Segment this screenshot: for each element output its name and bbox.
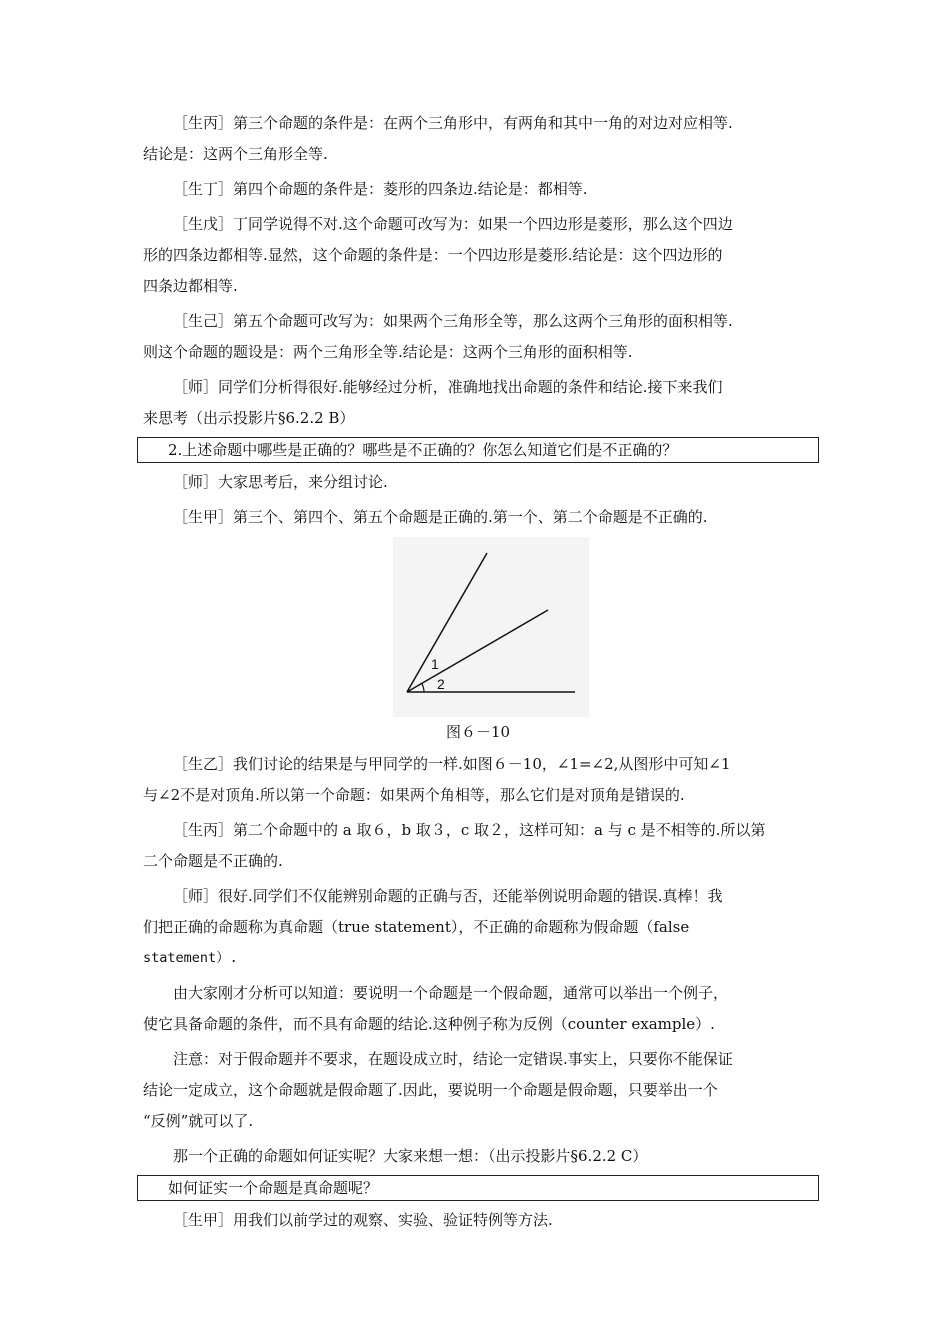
text-line: 结论是：这两个三角形全等.	[143, 145, 328, 163]
paragraph-sheng-yi	[143, 749, 813, 811]
figure-6-10	[143, 537, 813, 717]
text-line: 们把正确的命题称为真命题（true statement），不正确的命题称为假命题（false	[143, 918, 690, 936]
paragraph-sheng-jia-2: ［生甲］用我们以前学过的观察、实验、验证特例等方法.	[173, 1211, 553, 1229]
paragraph-sheng-wu	[143, 209, 813, 302]
text-line: statement）.	[143, 950, 238, 966]
text-line: 二个命题是不正确的.	[143, 852, 283, 870]
middle-ray	[407, 610, 548, 692]
paragraph-question	[143, 1141, 813, 1172]
text-line: “反例”就可以了.	[143, 1112, 254, 1130]
text-line: ［师］很好.同学们不仅能辨别命题的正确与否，还能举例说明命题的错误.真棒！我	[173, 887, 723, 905]
paragraph-sheng-bing-2	[143, 815, 813, 877]
angle-diagram-svg	[393, 537, 589, 717]
projection-box-b: 2.上述命题中哪些是正确的？哪些是不正确的？你怎么知道它们是不正确的？	[137, 437, 819, 463]
paragraph-teacher-1	[143, 372, 813, 434]
paragraph-sheng-ding	[143, 174, 813, 205]
angle-diagram	[393, 537, 589, 717]
paragraph-counter-example	[143, 978, 813, 1040]
paragraph-note	[143, 1044, 813, 1137]
text-line: 使它具备命题的条件，而不具有命题的结论.这种例子称为反例（counter example）.	[143, 1015, 715, 1033]
text-line: ［生戊］丁同学说得不对.这个命题可改写为：如果一个四边形是菱形，那么这个四边	[173, 215, 733, 233]
text-line: 注意：对于假命题并不要求，在题设成立时，结论一定错误.事实上，只要你不能保证	[173, 1050, 733, 1068]
text-line: ［生丁］第四个命题的条件是：菱形的四条边.结论是：都相等.	[173, 180, 588, 198]
text-line: ［师］同学们分析得很好.能够经过分析，准确地找出命题的条件和结论.接下来我们	[173, 378, 723, 396]
angle-arc	[422, 683, 424, 692]
text-line: 与∠2不是对顶角.所以第一个命题：如果两个角相等，那么它们是对顶角是错误的.	[143, 786, 685, 804]
paragraph-sheng-ji	[143, 306, 813, 368]
document-page	[143, 108, 813, 1236]
text-line: 四条边都相等.	[143, 277, 238, 295]
paragraphs-bottom	[143, 749, 813, 1172]
text-line: 则这个命题的题设是：两个三角形全等.结论是：这两个三角形的面积相等.	[143, 343, 633, 361]
angle-label-2: 2	[437, 676, 445, 692]
text-line: 形的四条边都相等.显然，这个命题的条件是：一个四边形是菱形.结论是：这个四边形的	[143, 246, 723, 264]
paragraph-teacher-2: ［师］大家思考后，来分组讨论.	[173, 473, 388, 491]
projection-box-c: 如何证实一个命题是真命题呢？	[137, 1175, 819, 1201]
angle-label-1: 1	[431, 656, 439, 672]
text-line: ［生丙］第三个命题的条件是：在两个三角形中，有两角和其中一角的对边对应相等.	[173, 114, 733, 132]
text-line: ［生乙］我们讨论的结果是与甲同学的一样.如图６－10，∠1=∠2,从图形中可知∠1	[173, 755, 731, 773]
paragraph-sheng-jia-1: ［生甲］第三个、第四个、第五个命题是正确的.第一个、第二个命题是不正确的.	[173, 508, 708, 526]
paragraphs-top	[143, 108, 813, 434]
upper-ray	[407, 553, 487, 692]
text-line: 来思考（出示投影片§6.2.2 B）	[143, 409, 355, 427]
paragraph-teacher-3	[143, 881, 813, 974]
text-line: 那一个正确的命题如何证实呢？大家来想一想：（出示投影片§6.2.2 C）	[173, 1147, 648, 1165]
text-line: ［生丙］第二个命题中的 a 取６，b 取３，c 取２，这样可知：a 与 c 是不相等的.所以第	[173, 821, 766, 839]
text-line: 结论一定成立，这个命题就是假命题了.因此，要说明一个命题是假命题，只要举出一个	[143, 1081, 718, 1099]
paragraph-sheng-bing-1	[143, 108, 813, 170]
text-line: ［生己］第五个命题可改写为：如果两个三角形全等，那么这两个三角形的面积相等.	[173, 312, 733, 330]
text-line: 由大家刚才分析可以知道：要说明一个命题是一个假命题，通常可以举出一个例子，	[173, 984, 729, 1002]
figure-caption: 图６－10	[445, 723, 511, 741]
